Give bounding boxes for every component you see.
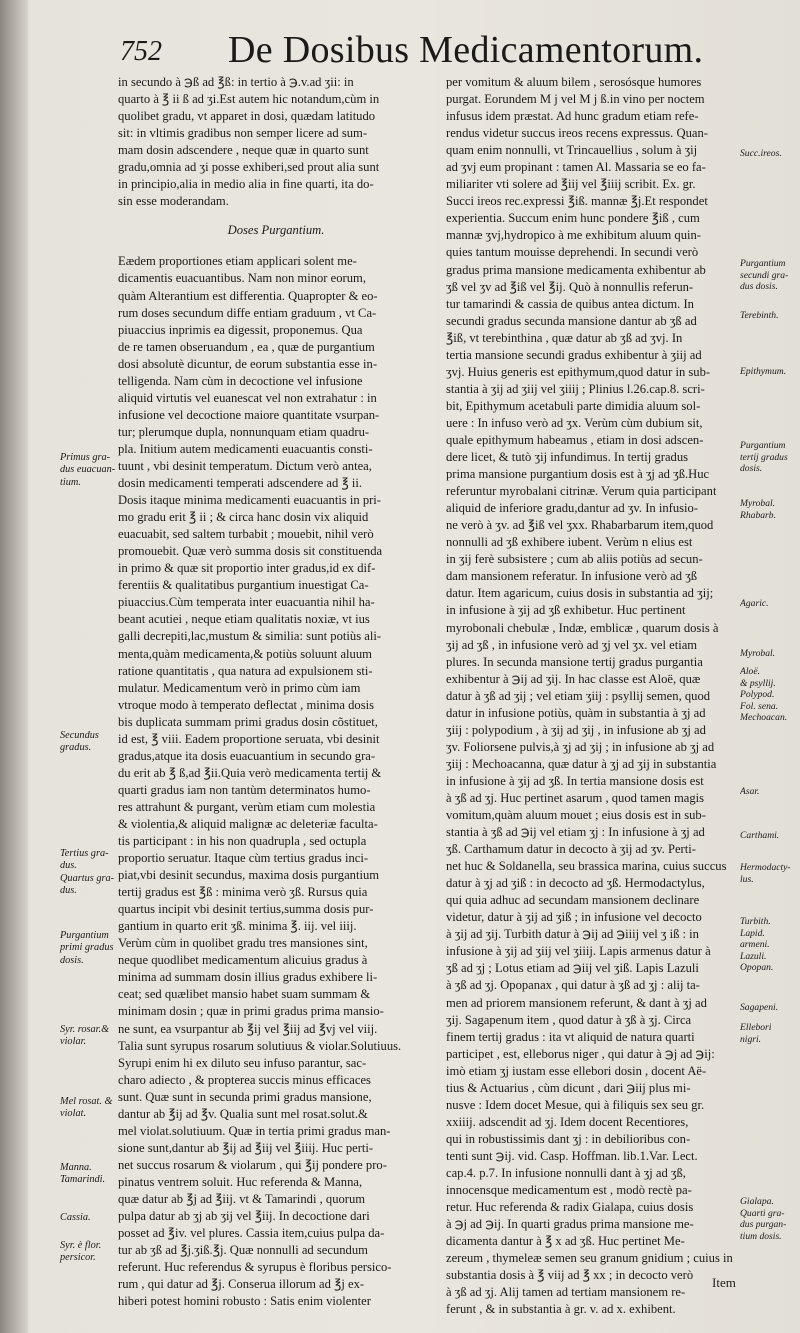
margin-note-line: Tertius gra- [60,848,109,859]
margin-note-line: Mel rosat. & [60,1096,113,1107]
margin-note-line: Succ.ireos. [740,148,782,159]
text-line: à ʒß ad ʒj. Huc pertinet asarum , quod tamen magis [446,790,705,805]
margin-note-line: Hermodacty- [740,862,791,873]
text-line: sit: in vltimis gradibus non semper licere ad sum- [118,126,368,141]
text-line: pla. Initium autem medicamenti euacuantis consti- [118,441,373,456]
margin-note-line: Syr. è flor. [60,1240,102,1251]
text-line: de re tamen obseruandum , ea , quæ de purgantium [118,339,375,354]
text-line: zereum , thymeleæ semen seu granum gnidium ; cuius in [446,1251,733,1266]
text-line: mannæ ʒvj,hydropico à me exhibitum aluum quin- [446,228,701,243]
text-line: in infusione à ʒij ad ʒß. In tertia mansione dosis est [446,773,704,788]
text-line: finem tertij gradus : ita vt aliquid de natura quarti [446,1029,695,1044]
text-line: ʒvj. Huius generis est epithymum,quod datur in sub- [446,364,711,379]
text-line: datur. Item agaricum, cuius dosis in substantia ad ʒij; [446,586,714,601]
margin-note-line: Lazuli. [740,950,767,962]
text-line: dosin medicamenti temperati adscendere ad ℥ ii. [118,476,363,491]
margin-note-line: Mechoacan. [740,712,788,724]
margin-note-line: persicor. [60,1252,96,1264]
margin-note-line: dus purgan- [740,1219,787,1231]
section-heading: Doses Purgantium. [227,223,325,238]
margin-note [60,1096,124,1121]
margin-note-line: tium dosis. [740,1230,782,1242]
text-line: secundi gradus secunda mansione dantur ab ʒß ad [446,313,697,328]
text-line: Succi ireos rec.expressi ℥iß. mannæ ℥j.Et respondet [446,194,708,209]
margin-note-line: Purgantium [60,930,109,941]
text-line: nonnulli ad ʒß exhibere iubent. Verùm n elius est [446,535,693,550]
margin-note [740,598,798,610]
margin-note-line: dosis. [60,954,84,966]
margin-note-line: Agaric. [740,598,769,609]
text-line: neque quodlibet medicamentum alicuius gradus à [118,953,368,968]
text-line: charo adiecto , & propterea succis minus efficaces [118,1072,371,1087]
text-line: gradus prima mansione medicamenta exhibentur ab [446,262,706,277]
text-line: à ʒß ad ʒj. Alij tamen ad tertiam mansionem re- [446,1285,686,1300]
catchword: Item [712,1275,736,1290]
margin-note-line: Aloë. [740,666,760,677]
text-line: infusus idem præstat. Ad hunc gradum etiam refe- [446,109,699,124]
text-line: cap.4. p.7. In infusione nonnulli dant à ʒj ad ʒß, [446,1166,686,1180]
text-line: men ad priorem mansionem referunt, & dant à ʒj ad [446,995,707,1010]
text-line: Dosis itaque minima medicamenti euacuantis in pri- [118,493,381,508]
margin-note [740,440,798,475]
text-line: ʒij. Sagapenum item , quod datur à ʒß à ʒj. Circa [446,1012,692,1027]
text-line: quarti gradus iam non tantùm determinatos humo- [118,782,371,797]
text-line: telligenda. Nam cùm in decoctione vel infusione [118,373,363,388]
text-line: beant acutiei , neque etiam qualitatis noxiæ, vt ius [118,612,370,627]
margin-note-line: dus euacuan- [60,464,116,476]
margin-note-line: Polypod. [740,689,775,701]
margin-note [60,848,124,898]
margin-note-line: Cassia. [60,1212,91,1223]
text-line: Verùm cùm in quolibet gradu tres mansiones sint, [118,936,368,951]
margin-note-line: Myrobal. [740,648,776,659]
margin-note-line: Quarti gra- [740,1207,785,1219]
text-line: ne verò à ʒv. ad ℥iß vel ʒxx. Rhabarbarum item,quod [446,518,714,533]
text-line: sione sunt,dantur ab ℥ij ad ℥iij vel ℥iiij. Huc perti- [118,1140,374,1155]
text-line: à ʒß ad ʒj. Opopanax , qui datur à ʒß ad ʒj : alij ta- [446,978,700,993]
margin-note [60,930,124,967]
text-line: dicamentis euacuantibus. Nam non minor eorum, [118,271,366,286]
margin-note-line: Purgantium [740,258,786,269]
text-line: prima mansione purgantium dosis est à ʒj ad ʒß.Huc [446,467,710,482]
margin-note-line: Fol. sena. [740,700,779,712]
text-line: dantur ab ℥ij ad ℥v. Qualia sunt mel rosat.solut.& [118,1106,368,1121]
text-line: promouebit. Quæ verò summa dosis sit constituenda [118,544,383,559]
text-line: aliquid de inferiore gradu,dantur ad ʒv. In infusio- [446,501,699,516]
text-line: à ℈j ad ℈ij. In quarti gradus prima mansione me- [446,1217,694,1232]
text-line: tur ab ʒß ad ℥j.ʒiß.℥j. Quæ nonnulli ad secundum [118,1243,368,1258]
text-line: mam dosin adscendere , neque quæ in quarto sunt [118,143,369,158]
text-line: tius & Actuarius , cùm dicunt , dari ℈iij plus mi- [446,1080,691,1095]
text-line: in secundo à ℈ß ad ℥ß: in tertio à ℈.v.ad ʒii: in [118,75,354,89]
margin-note-line: dus. [60,885,77,897]
margin-note-line: Carthami. [740,830,780,841]
margin-note [740,258,798,293]
text-line: infusione vel decoctione maiore quantitate vsurpan- [118,407,380,422]
margin-note [740,310,798,322]
text-line: net succus rosarum & violarum , qui ℥ij pondere pro- [118,1157,387,1172]
margin-note-line: violar. [60,1036,87,1048]
margin-note-line: violat. [60,1108,87,1120]
running-title: De Dosibus Medicamentorum. [228,29,704,71]
text-line: stantia à ʒß ad ℈ij vel etiam ʒj : In infusione à ʒj ad [446,825,705,840]
margin-note-line: dus. [60,860,77,872]
text-line: ʒv. Foliorsene pulvis,à ʒj ad ʒij ; in infusione ab ʒj ad [446,739,715,754]
text-line: rum doses secundum diffe entiam graduum , vt Ca- [118,305,377,320]
text-line: uere : In infuso verò ad ʒx. Verùm cùm dubium sit, [446,415,703,430]
text-line: id est, ℥ viii. Eadem proportione seruata, vbi desinit [118,731,380,746]
text-line: retur. Huc referenda & radix Gialapa, cuius dosis [446,1200,694,1215]
text-line: galli decrepiti,lac,mustum & similia: sunt potiùs ali- [118,629,382,644]
margin-note [740,830,798,842]
text-line: datur à ʒß ad ʒij ; vel etiam ʒiij : psyllij semen, quod [446,688,711,703]
text-line: in infusione à ʒij ad ʒß exhibetur. Huc pertinent [446,603,686,618]
margin-note-line: Opopan. [740,962,774,974]
margin-note [60,1212,124,1224]
margin-note-line: Myrobal. [740,498,776,509]
text-line: ʒß. Carthamum datur in decocto à ʒij ad ʒv. Perti- [446,842,696,857]
margin-note [60,1240,124,1265]
text-line: quolibet gradu, vt apparet in dosi, quædam latitudo [118,109,376,124]
text-line: vtroque modo à temperato deflectat , minima dosis [118,697,375,712]
text-line: ℥iß, vt terebinthina , quæ datur ab ʒß ad ʒvj. In [446,330,683,345]
text-line: piat,vbi desinit secundus, maxima dosis purgantium [118,868,380,883]
margin-note-line: gradus. [60,742,92,754]
text-line: ʒß ad ʒj ; Lotus etiam ad ℈iij vel ʒiß. Lapis Lazuli [446,961,699,976]
text-line: ʒiij : polypodium , à ʒij ad ʒij , in infusione ab ʒj ad [446,722,706,737]
margin-note-line: Ellebori [740,1022,772,1033]
text-line: & violentia,& aliquid malignæ ac deleteriæ faculta- [118,816,378,831]
text-line: substantia dosis à ℥ viij ad ℥ xx ; in decocto verò [446,1268,694,1283]
margin-note-line: lus. [740,873,754,885]
margin-note [740,1022,798,1045]
text-line: bis duplicata summam primi gradus dosin cõstituet, [118,714,378,729]
text-line: hiberi potest homini robusto : Satis enim violenter [118,1294,371,1309]
text-line: infusione à ʒij ad ʒiij vel ʒiiij. Lapis armenus datur à [446,944,711,959]
text-line: pinatus ventrem soluit. Huc referenda & Manna, [118,1174,363,1189]
margin-note [740,1196,798,1242]
text-line: plures. In secunda mansione tertij gradus purgantia [446,654,703,669]
text-line: menta,quàm medicamenta,& potiùs soluunt aluum [118,646,372,661]
text-line: nusve : Idem docet Mesue, qui à filiquis sex seu gr. [446,1097,705,1112]
margin-note [740,916,798,974]
text-line: quale epithymum habeamus , etiam in dosi adscen- [446,432,704,447]
text-line: proportio seruatur. Itaque cùm tertius gradus inci- [118,851,369,866]
text-line: stantia à ʒij ad ʒiij vel ʒiiij ; Plinius l.26.cap.8. scri- [446,381,705,396]
text-line: du erit ab ℥ ß,ad ℥ii.Quia verò medicamenta tertij & [118,765,382,780]
text-line: exhibentur à ℈ij ad ʒij. In hac classe est Aloë, quæ [446,671,701,686]
text-line: purgat. Eorundem M j vel M j ß.in vino per noctem [446,92,705,107]
text-line: ferentiis & qualitatibus purgantium inuestigat Ca- [118,578,369,593]
text-line: piuaccius.Cùm temperata inter euacuantia nihil ha- [118,595,375,610]
text-line: minima ad summam dosin illius gradus exhibere li- [118,970,378,985]
margin-note-line: tertij gradus [740,451,788,463]
text-line: quarto à ℥ ii ß ad ʒi.Est autem hic notandum,cùm in [118,92,380,107]
text-line: res attrahunt & purgant, verùm etiam cum molestia [118,799,376,814]
margin-note [60,452,124,489]
text-line: miliariter vti solere ad ℥iij vel ℥iiij scribit. Ex. gr. [446,177,696,192]
text-line: myrobonali chebulæ , Indæ, emblicæ , quarum dosis à [446,620,719,635]
text-line: mel violat.solutiuum. Quæ in tertia primi gradus man- [118,1123,391,1138]
margin-note-line: Manna. [60,1162,92,1173]
margin-note-line: Turbith. [740,916,771,927]
text-line: datur à ʒj ad ʒiß : in decocto ad ʒß. Hermodactylus, [446,876,705,891]
text-line: gradu,omnia ad ʒi posse exhiberi,sed prout alia sunt [118,160,380,175]
text-line: mo gradu erit ℥ ii ; & circa hanc dosin vix aliquid [118,510,369,525]
text-line: aliquid virtutis vel euanescat vel non extrahatur : in [118,390,377,405]
margin-note [60,1162,124,1187]
margin-note-line: Primus gra- [60,452,111,463]
text-line: quæ datur ab ℥j ad ℥iij. vt & Tamarindi , quorum [118,1192,366,1206]
margin-note-line: Syr. rosar.& [60,1024,110,1035]
text-line: tur tamarindi & cassia de quibus antea dictum. In [446,296,694,311]
text-line: imò etiam ʒj iustam esse ellebori dosin , docent Aë- [446,1063,707,1078]
text-line: tur; plerumque dupla, nonnunquam etiam quadru- [118,424,370,439]
text-line: qui quia adhuc ad secundam mansionem declinare [446,893,700,908]
margin-note-line: Gialapa. [740,1196,774,1207]
text-line: ʒß vel ʒv ad ℥iß vel ℥ij. Quò à nonnullis referun- [446,279,694,294]
text-line: posset ad ℥iv. vel plures. Cassia item,cuius pulpa da- [118,1226,385,1241]
text-line: rum , qui datur ad ℥j. Conserua illorum ad ℥j ex- [118,1277,365,1292]
margin-note-line: Lapid. [740,927,765,939]
margin-note [740,498,798,521]
text-line: Talia sunt syrupus rosarum solutiuus & violar.Solutiuus. [118,1038,402,1053]
text-line: vomitum,quàm aluum mouet ; eius dosis est in sub- [446,808,706,823]
margin-note [740,786,798,798]
margin-note [740,148,798,160]
text-line: experientia. Succum enim hunc pondere ℥iß , cum [446,211,700,226]
margin-note-line: Terebinth. [740,310,779,321]
margin-note [740,666,798,724]
text-line: sunt. Quæ sunt in secunda primi gradus mansione, [118,1089,372,1104]
margin-note-line: dosis. [740,463,763,475]
margin-note-line: Asar. [740,786,760,797]
margin-note-line: Sagapeni. [740,1002,779,1013]
text-line: Eædem proportiones etiam applicari solent me- [118,254,357,269]
text-line: ʒij ad ʒß , in infusione verò ad ʒj vel ʒx. vel etiam [446,637,698,652]
margin-note [740,1002,798,1014]
text-line: bit, Epithymum acetabuli parte dimidia aluum sol- [446,398,701,413]
text-line: tertij gradus est ℥ß : minima verò ʒß. Rursus quia [118,885,368,900]
text-line: ratione quantitatis , qua natura ad expulsionem sti- [118,663,373,678]
text-line: ʒiij : Mechoacanna, quæ datur à ʒj ad ʒij in substantia [446,756,717,771]
margin-note-line: dus dosis. [740,281,778,293]
margin-note [60,730,124,755]
text-line: tis participant : in his non quadrupla , sed octupla [118,834,367,849]
margin-note [740,862,798,885]
text-line: ceat; sed quælibet mansio habet suam summam & [118,987,371,1002]
text-line: tenti sunt ℈ij. vid. Casp. Hoffman. lib.1.Var. Lect. [446,1148,698,1163]
margin-note-line: armeni. [740,939,770,951]
text-line: Syrupi enim hi ex diluto seu infuso parantur, sac- [118,1055,367,1070]
text-line: ad ʒvj eum propinant : tamen Al. Massaria se eo fa- [446,160,706,175]
text-line: videtur, datur à ʒij ad ʒiß ; in infusione vel decocto [446,910,702,925]
text-line: qui in robustissimis dant ʒj : in debilioribus con- [446,1131,691,1146]
margin-note [740,648,798,660]
page-gutter [0,0,28,1333]
text-line: dere licet, & tutò ʒij infundimus. In tertij gradus [446,450,689,465]
text-line: ne sunt, ea vsurpantur ab ℥ij vel ℥iij ad ℥vj vel viij. [118,1021,378,1036]
margin-note-line: Purgantium [740,440,786,451]
page-number: 752 [120,36,162,67]
text-line: quies tantum mouisse deprehendi. In secundi verò [446,245,699,260]
text-line: in ʒij ferè subsistere ; cum ab aliis potiùs ad secun- [446,552,703,567]
text-line: sin esse moderandam. [118,194,229,209]
text-line: net huc & Soldanella, seu brassica marina, cuius succus [446,859,727,874]
margin-note-line: nigri. [740,1033,762,1045]
text-line: per vomitum & aluum bilem , serosósque humores [446,75,702,89]
text-line: quartus incipit vbi desinit tertius,summa dosis pur- [118,902,374,917]
text-line: tuunt , vbi desinit temperatum. Dictum verò antea, [118,458,372,473]
text-line: pulpa datur ab ʒj ab ʒij vel ℥iij. In decoctione dari [118,1209,370,1224]
text-line: referunt. Huc referendus & syrupus è floribus persico- [118,1260,392,1275]
margin-note-line: tium. [60,476,81,488]
margin-note-line: Epithymum. [740,366,787,377]
margin-note-line: & psyllij. [740,677,776,689]
text-line: minimam dosin ; quæ in primi gradus prima mansio- [118,1004,384,1019]
text-line: mulatur. Medicamentum verò in primo cùm iam [118,680,361,695]
text-line: ferunt , & in substantia à gr. v. ad x. exhibent. [446,1302,676,1317]
text-line: participet , est, elleborus niger , qui datur à ℈j ad ℈ij: [446,1046,715,1061]
text-line: à ʒij ad ʒij. Turbith datur à ℈ij ad ℈iiij vel ʒ iß : in [446,927,699,942]
margin-note-line: Quartus gra- [60,872,115,884]
left-text-column [118,74,434,1310]
text-line: dam mansionem referatur. In infusione verò ad ʒß [446,569,698,584]
right-text-column [446,74,738,1318]
text-line: datur in infusione potiùs, quàm in substantia à ʒj ad [446,705,706,720]
margin-note-line: Secundus [60,730,99,741]
text-line: dicamenta dantur à ℥ x ad ʒß. Huc pertinet Me- [446,1234,685,1249]
margin-note-line: Rhabarb. [740,509,776,521]
text-line: in primo & quæ sit proportio inter gradus,id ex dif- [118,561,376,576]
text-line: quam enim nonnulli, vt Trincauellius , solum à ʒij [446,143,698,158]
text-line: in principio,alia in medio alia in fine quarti, ita do- [118,177,374,192]
text-line: piuaccius inprimis ea digessit, proponemus. Qua [118,322,363,337]
text-line: rendus videtur succus ireos recens expressus. Quan- [446,126,708,141]
margin-note-line: primi gradus [60,942,114,954]
text-line: tertia mansione secundi gradus exhibentur à ʒiij ad [446,347,702,362]
text-line: gradus,atque ita dosis euacuantium in secundo gra- [118,748,376,763]
text-line: gantium in quarto erit ʒß. minima ℥. iij. vel iiij. [118,919,357,934]
text-line: dosi absolutè dicuntur, de eorum substantia esse in- [118,356,378,371]
text-line: euacuabit, sed saltem turbabit ; mouebit, nihil verò [118,527,374,542]
text-line: xxiiij. adscendit ad ʒj. Idem docent Recentiores, [446,1114,689,1129]
margin-note [740,366,798,378]
margin-note-line: secundi gra- [740,269,789,281]
text-line: innocensque medicamentum est , modò rectè pa- [446,1183,692,1198]
margin-note [60,1024,124,1049]
text-line: quàm Alterantium est differentia. Quapropter & eo- [118,288,378,303]
text-line: referuntur myrobalani citrinæ. Verum quia participant [446,484,717,499]
margin-note-line: Tamarindi. [60,1174,106,1186]
